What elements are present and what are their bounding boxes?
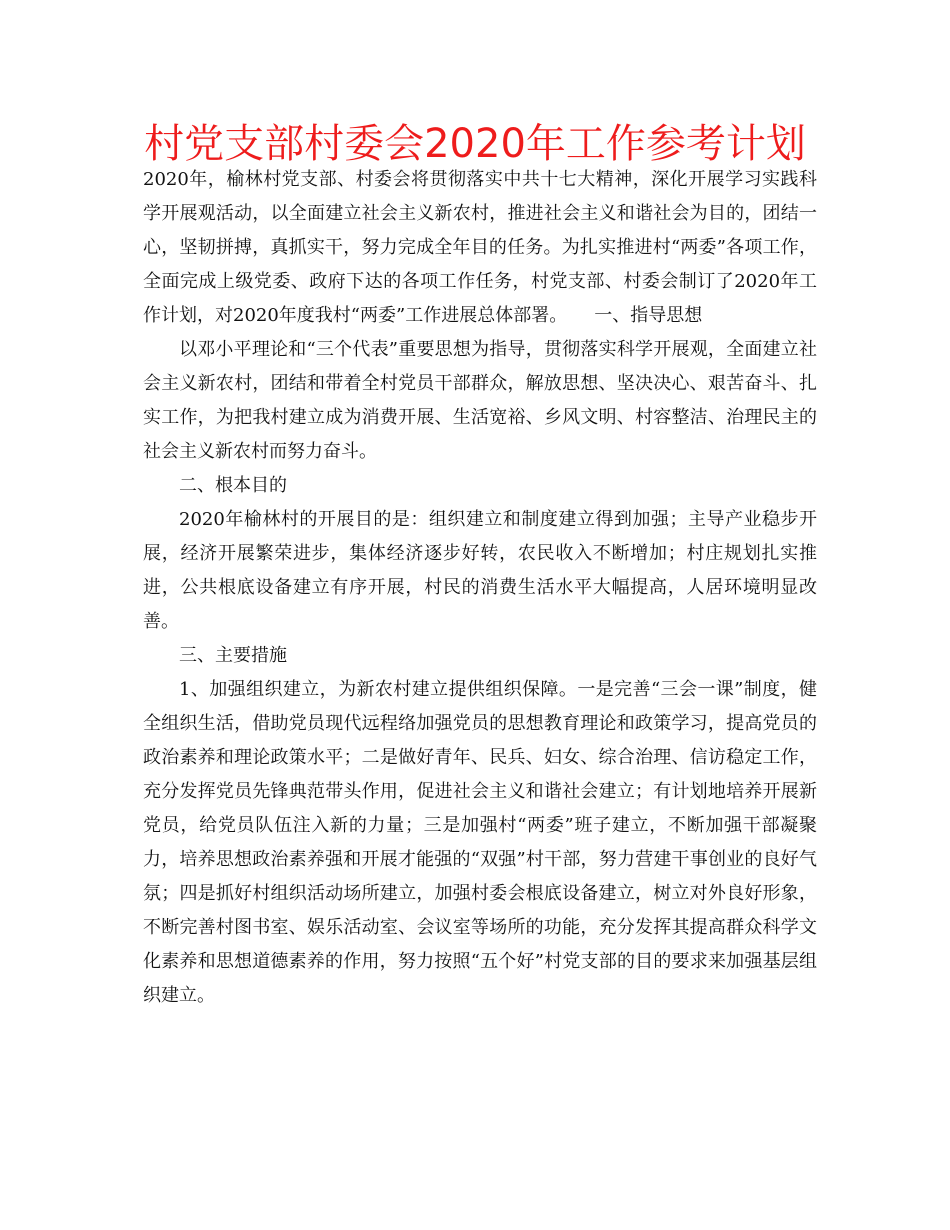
document-body <box>143 163 817 1013</box>
document-title: 村党支部村委会2020年工作参考计划 <box>144 121 806 167</box>
guiding-thought-paragraph: 以邓小平理论和“三个代表”重要思想为指导，贯彻落实科学开展观，全面建立社会主义新农村，团结和带着全村党员干部群众，解放思想、坚决决心、艰苦奋斗、扎实工作，为把我村建立成为消费开展、生活宽裕、乡风文明、村容整洁、治理民主的社会主义新农村而努力奋斗。 <box>143 339 817 462</box>
section-heading-basic-goals: 二、根本目的 <box>179 475 287 496</box>
intro-paragraph: 2020年，榆林村党支部、村委会将贯彻落实中共十七大精神，深化开展学习实践科学开展观活动，以全面建立社会主义新农村，推进社会主义和谐社会为目的，团结一心，坚韧拼搏，真抓实干，努力完成全年目的任务。为扎实推进村“两委”各项工作，全面完成上级党委、政府下达的各项工作任务，村党支部、村委会制订了2020年工作计划，对2020年度我村“两委”工作进展总体部署。 一、指导思想 <box>143 169 817 326</box>
basic-goals-paragraph: 2020年榆林村的开展目的是：组织建立和制度建立得到加强；主导产业稳步开展，经济开展繁荣进步，集体经济逐步好转，农民收入不断增加；村庄规划扎实推进，公共根底设备建立有序开展，村民的消费生活水平大幅提高，人居环境明显改善。 <box>143 509 817 632</box>
main-measures-paragraph: 1、加强组织建立，为新农村建立提供组织保障。一是完善“三会一课”制度，健全组织生活，借助党员现代远程络加强党员的思想教育理论和政策学习，提高党员的政治素养和理论政策水平；二是做好青年、民兵、妇女、综合治理、信访稳定工作，充分发挥党员先锋典范带头作用，促进社会主义和谐社会建立；有计划地培养开展新党员，给党员队伍注入新的力量；三是加强村“两委”班子建立，不断加强干部凝聚力，培养思想政治素养强和开展才能强的“双强”村干部，努力营建干事创业的良好气氛；四是抓好村组织活动场所建立，加强村委会根底设备建立，树立对外良好形象，不断完善村图书室、娱乐活动室、会议室等场所的功能，充分发挥其提高群众科学文化素养和思想道德素养的作用，努力按照“五个好”村党支部的目的要求来加强基层组织建立。 <box>143 679 817 1006</box>
section-heading-main-measures: 三、主要措施 <box>179 645 287 666</box>
